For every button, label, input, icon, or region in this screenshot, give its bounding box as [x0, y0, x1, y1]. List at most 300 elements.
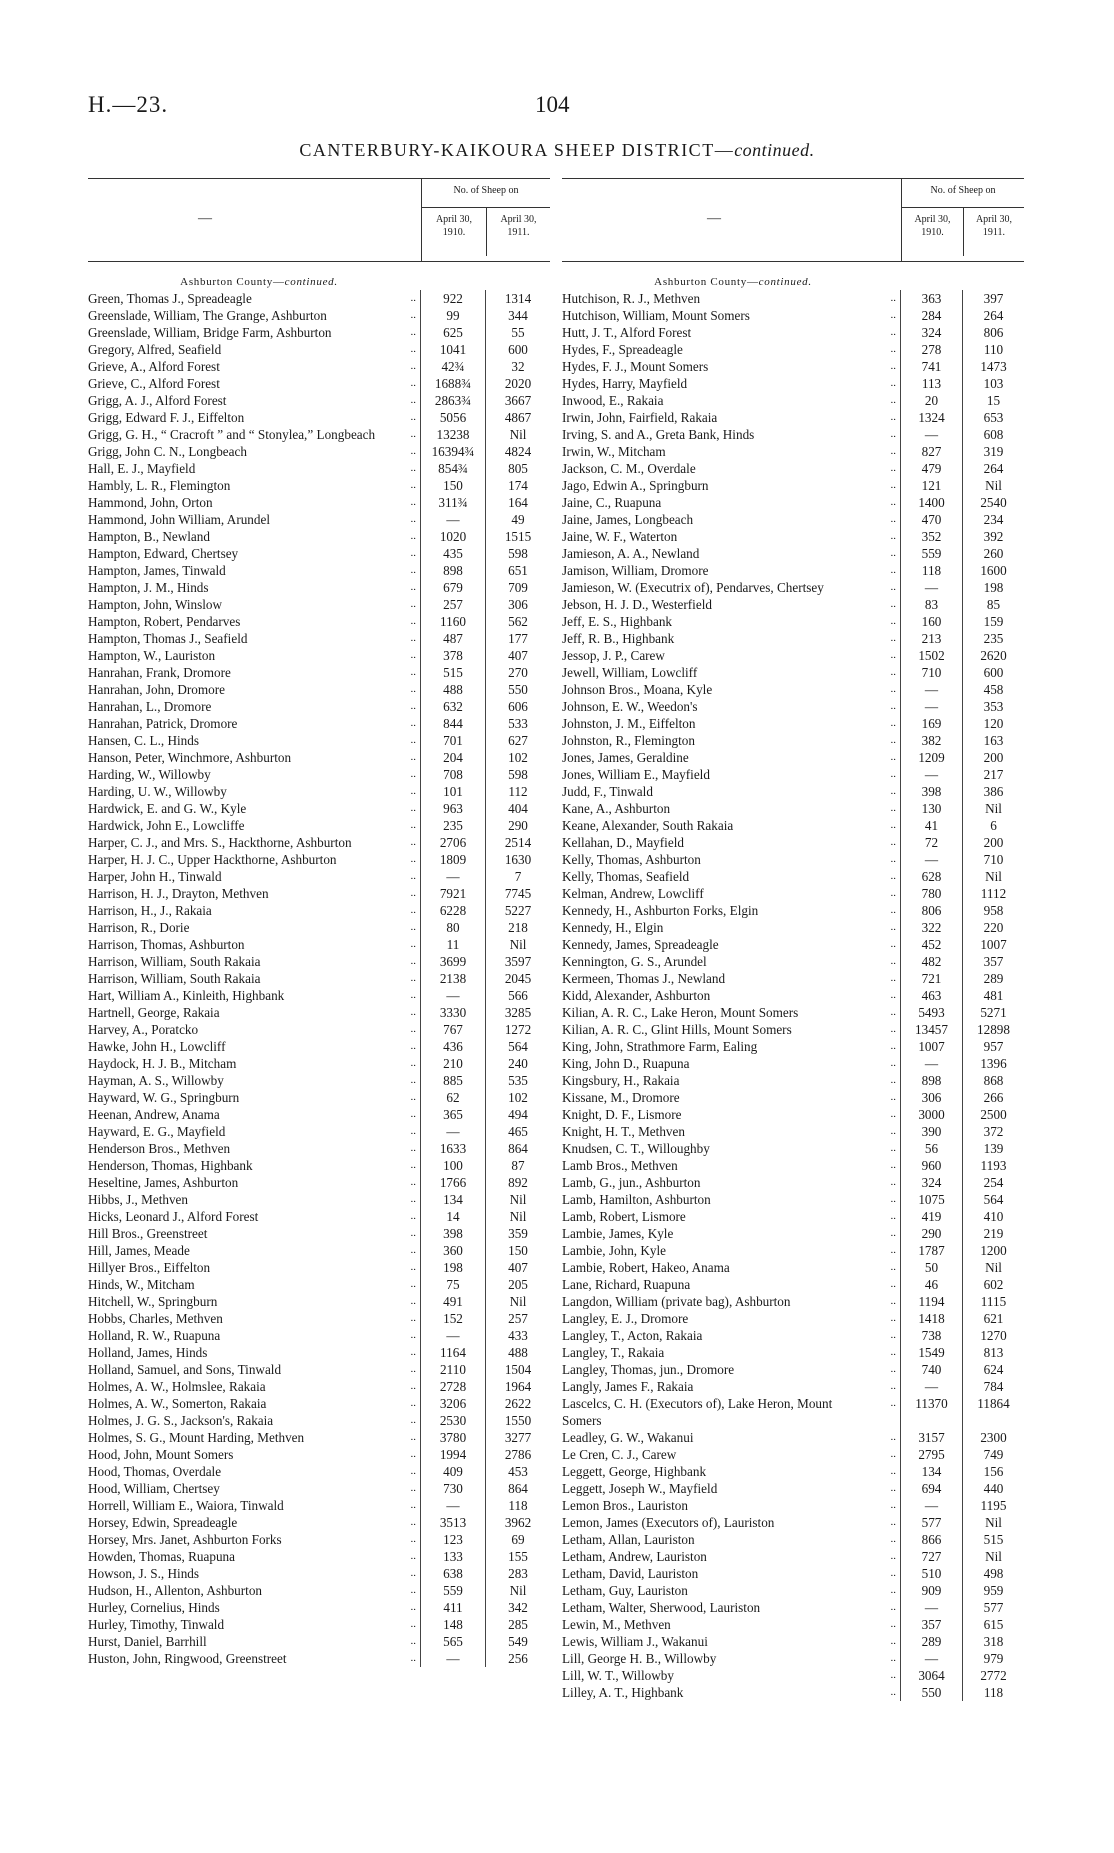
owner-name: Kane, A., Ashburton [562, 801, 671, 816]
table-row [562, 1616, 1024, 1633]
owner-name: Jaine, James, Longbeach [562, 512, 694, 527]
sheep-1911: 2045 [485, 970, 550, 987]
section-heading: Ashburton County—continued. [654, 276, 812, 288]
sheep-1911: 357 [962, 953, 1024, 970]
title-continued: continued. [734, 140, 815, 160]
leader-dots: .. [410, 326, 416, 338]
sheep-1911: 257 [485, 1310, 550, 1327]
table-row [88, 1123, 550, 1140]
leader-dots: .. [890, 1159, 896, 1171]
sheep-1910: 491 [420, 1293, 485, 1310]
sheep-1911: 163 [962, 732, 1024, 749]
sheep-1911: 159 [962, 613, 1024, 630]
table-row [562, 1038, 1024, 1055]
table-row [562, 664, 1024, 681]
owner-name: Letham, Andrew, Lauriston [562, 1549, 707, 1564]
table-row [562, 375, 1024, 392]
sheep-1911: 6 [962, 817, 1024, 834]
sheep-1911: Nil [962, 1548, 1024, 1565]
leader-dots: .. [410, 462, 416, 474]
table-row [562, 987, 1024, 1004]
sheep-1911: 533 [485, 715, 550, 732]
leader-dots: .. [890, 1363, 896, 1375]
table-row [562, 1106, 1024, 1123]
sheep-1911: 608 [962, 426, 1024, 443]
owner-name: Hardwick, John E., Lowcliffe [88, 818, 245, 833]
leader-dots: .. [410, 1482, 416, 1494]
table-row [88, 596, 550, 613]
leader-dots: .. [410, 1652, 416, 1664]
owner-name: Lemon Bros., Lauriston [562, 1498, 688, 1513]
owner-name: King, John D., Ruapuna [562, 1056, 690, 1071]
sheep-1911: 392 [962, 528, 1024, 545]
sheep-1910: 806 [900, 902, 962, 919]
table-row [88, 1276, 550, 1293]
table-row [88, 307, 550, 324]
table-row [562, 290, 1024, 307]
sheep-1911: 234 [962, 511, 1024, 528]
leader-dots: .. [890, 1499, 896, 1511]
owner-name: Haydock, H. J. B., Mitcham [88, 1056, 237, 1071]
table-row [88, 1531, 550, 1548]
sheep-1910: — [900, 1497, 962, 1514]
owner-name: Hawke, John H., Lowcliff [88, 1039, 226, 1054]
owner-name: Hitchell, W., Springburn [88, 1294, 218, 1309]
owner-name: Jaine, C., Ruapuna [562, 495, 662, 510]
sheep-1910: 62 [420, 1089, 485, 1106]
leader-dots: .. [890, 683, 896, 695]
sheep-1911: Nil [485, 936, 550, 953]
table-row [88, 426, 550, 443]
leader-dots: .. [410, 1448, 416, 1460]
sheep-1910: 679 [420, 579, 485, 596]
leader-dots: .. [410, 887, 416, 899]
table-row [88, 460, 550, 477]
leader-dots: .. [410, 1380, 416, 1392]
sheep-1910: 963 [420, 800, 485, 817]
leader-dots: .. [410, 598, 416, 610]
owner-name: Hurst, Daniel, Barrhill [88, 1634, 207, 1649]
leader-dots: .. [410, 1414, 416, 1426]
leader-dots: .. [410, 394, 416, 406]
sheep-1910: 2728 [420, 1378, 485, 1395]
leader-dots: .. [890, 1312, 896, 1324]
sheep-1911: 290 [485, 817, 550, 834]
table-row [562, 681, 1024, 698]
sheep-1910: 289 [900, 1633, 962, 1650]
table-row [88, 1480, 550, 1497]
sheep-1911: 1007 [962, 936, 1024, 953]
sheep-1911: 150 [485, 1242, 550, 1259]
table-row [562, 1310, 1024, 1327]
leader-dots: .. [890, 1482, 896, 1494]
owner-name: Kennedy, H., Elgin [562, 920, 664, 935]
owner-name: Hinds, W., Mitcham [88, 1277, 195, 1292]
sheep-1911: 615 [962, 1616, 1024, 1633]
table-row [88, 851, 550, 868]
sheep-1910: 357 [900, 1616, 962, 1633]
table-row [562, 970, 1024, 987]
sheep-1910: 133 [420, 1548, 485, 1565]
sheep-1911: 564 [962, 1191, 1024, 1208]
leader-dots: .. [890, 972, 896, 984]
table-row [88, 681, 550, 698]
leader-dots: .. [890, 1244, 896, 1256]
leader-dots: .. [410, 632, 416, 644]
owner-name: Horsey, Mrs. Janet, Ashburton Forks [88, 1532, 282, 1547]
leader-dots: .. [410, 1601, 416, 1613]
owner-name: Hood, William, Chertsey [88, 1481, 220, 1496]
sheep-1910: 363 [900, 290, 962, 307]
sheep-1910: 204 [420, 749, 485, 766]
table-row [88, 358, 550, 375]
sheep-1910: 198 [420, 1259, 485, 1276]
leader-dots: .. [410, 1567, 416, 1579]
table-row [88, 392, 550, 409]
sheep-1911: 564 [485, 1038, 550, 1055]
sheep-1911: 1112 [962, 885, 1024, 902]
table-row [562, 902, 1024, 919]
table-row [562, 1582, 1024, 1599]
sheep-1910: 99 [420, 307, 485, 324]
sheep-1911: 577 [962, 1599, 1024, 1616]
owner-name: Hood, John, Mount Somers [88, 1447, 234, 1462]
sheep-1911: Nil [962, 1514, 1024, 1531]
table-row [562, 1497, 1024, 1514]
leader-dots: .. [890, 1465, 896, 1477]
leader-dots: .. [890, 836, 896, 848]
owner-name: Greenslade, William, Bridge Farm, Ashburton [88, 325, 332, 340]
sheep-1911: 353 [962, 698, 1024, 715]
table-row [562, 443, 1024, 460]
leader-dots: .. [890, 1346, 896, 1358]
sheep-1911: 118 [962, 1684, 1024, 1701]
table-row [562, 766, 1024, 783]
leader-dots: .. [890, 479, 896, 491]
sheep-1910: — [420, 511, 485, 528]
sheep-1910: — [900, 1599, 962, 1616]
owner-name: Heenan, Andrew, Anama [88, 1107, 220, 1122]
sheep-1910: 482 [900, 953, 962, 970]
sheep-1911: 5271 [962, 1004, 1024, 1021]
table-row [88, 1174, 550, 1191]
owner-name: Jago, Edwin A., Springburn [562, 478, 709, 493]
leader-dots: .. [890, 1074, 896, 1086]
right-table-header [562, 178, 1024, 262]
owner-name: Henderson Bros., Methven [88, 1141, 231, 1156]
leader-dots: .. [410, 1040, 416, 1052]
sheep-1911: 621 [962, 1310, 1024, 1327]
sheep-1911: 1473 [962, 358, 1024, 375]
table-row [88, 1191, 550, 1208]
sheep-1911: 3667 [485, 392, 550, 409]
sheep-1911: 319 [962, 443, 1024, 460]
sheep-1911: 488 [485, 1344, 550, 1361]
leader-dots: .. [890, 870, 896, 882]
owner-name: Jamieson, W. (Executrix of), Pendarves, Chertsey [562, 580, 824, 595]
sheep-1911: 2772 [962, 1667, 1024, 1684]
year-1910-header: April 30, 1910. [914, 214, 951, 238]
sheep-1911: 344 [485, 307, 550, 324]
leader-dots: .. [410, 870, 416, 882]
owner-name: Holland, James, Hinds [88, 1345, 208, 1360]
leader-dots: .. [890, 1397, 896, 1409]
sheep-1911: Nil [962, 477, 1024, 494]
sheep-1910: 148 [420, 1616, 485, 1633]
sheep-1911: 440 [962, 1480, 1024, 1497]
table-row [88, 613, 550, 630]
table-row [88, 936, 550, 953]
table-row [562, 1480, 1024, 1497]
owner-name: Hanson, Peter, Winchmore, Ashburton [88, 750, 292, 765]
table-row [562, 1429, 1024, 1446]
leader-dots: .. [410, 564, 416, 576]
owner-name: Jamieson, A. A., Newland [562, 546, 700, 561]
owner-name: Hampton, J. M., Hinds [88, 580, 209, 595]
owner-name: Lambie, John, Kyle [562, 1243, 667, 1258]
sheep-1910: 5056 [420, 409, 485, 426]
leader-dots: .. [890, 394, 896, 406]
sheep-1910: 1994 [420, 1446, 485, 1463]
table-row [562, 1633, 1024, 1650]
sheep-1911: 264 [962, 307, 1024, 324]
table-row [88, 749, 550, 766]
leader-dots: .. [410, 479, 416, 491]
leader-dots: .. [410, 1125, 416, 1137]
sheep-1911: 118 [485, 1497, 550, 1514]
owner-name: Lill, George H. B., Willowby [562, 1651, 717, 1666]
sheep-1910: 311¾ [420, 494, 485, 511]
owner-name: Le Cren, C. J., Carew [562, 1447, 677, 1462]
owner-name: Leadley, G. W., Wakanui [562, 1430, 694, 1445]
leader-dots: .. [410, 768, 416, 780]
table-row [88, 1293, 550, 1310]
sheep-1911: 174 [485, 477, 550, 494]
sheep-1910: 152 [420, 1310, 485, 1327]
sheep-1910: — [900, 851, 962, 868]
sheep-1910: 1209 [900, 749, 962, 766]
leader-dots: .. [410, 377, 416, 389]
sheep-1910: 75 [420, 1276, 485, 1293]
owner-name: Letham, Allan, Lauriston [562, 1532, 695, 1547]
owner-name: Hansen, C. L., Hinds [88, 733, 199, 748]
sheep-1910: 382 [900, 732, 962, 749]
sheep-1911: 1504 [485, 1361, 550, 1378]
owner-name: Hammond, John, Orton [88, 495, 213, 510]
sheep-1910: 463 [900, 987, 962, 1004]
sheep-1910: 13238 [420, 426, 485, 443]
owner-name: Hartnell, George, Rakaia [88, 1005, 220, 1020]
table-row [562, 460, 1024, 477]
owner-name: Letham, Walter, Sherwood, Lauriston [562, 1600, 761, 1615]
owner-name: Lemon, James (Executors of), Lauriston [562, 1515, 775, 1530]
owner-name: Jewell, William, Lowcliff [562, 665, 698, 680]
owner-name: Hill Bros., Greenstreet [88, 1226, 208, 1241]
leader-dots: .. [890, 1533, 896, 1545]
sheep-1910: 1809 [420, 851, 485, 868]
sheep-1910: 2706 [420, 834, 485, 851]
year-1910-header: April 30, 1910. [435, 214, 473, 238]
sheep-1911: 433 [485, 1327, 550, 1344]
table-row [88, 783, 550, 800]
owner-name: Harrison, Thomas, Ashburton [88, 937, 245, 952]
sheep-1911: 515 [962, 1531, 1024, 1548]
sheep-1910: 1041 [420, 341, 485, 358]
table-row [88, 1242, 550, 1259]
sheep-1911: 410 [962, 1208, 1024, 1225]
sheep-1911: Nil [962, 800, 1024, 817]
table-row [88, 1310, 550, 1327]
owner-name: Grieve, C., Alford Forest [88, 376, 220, 391]
owner-name: Hutchison, R. J., Methven [562, 291, 701, 306]
sheep-1910: 72 [900, 834, 962, 851]
sheep-1910: 479 [900, 460, 962, 477]
table-row [562, 307, 1024, 324]
sheep-1910: 2138 [420, 970, 485, 987]
owner-name: Lascelcs, C. H. (Executors of), Lake Heron, Mount Somers [562, 1396, 833, 1428]
table-row [562, 1140, 1024, 1157]
owner-name: Hayward, W. G., Springburn [88, 1090, 240, 1105]
table-row [88, 477, 550, 494]
table-row [562, 613, 1024, 630]
table-row [562, 1395, 1024, 1429]
leader-dots: .. [890, 343, 896, 355]
sheep-1911: 235 [962, 630, 1024, 647]
owner-name: Hill, James, Meade [88, 1243, 190, 1258]
table-row [88, 1344, 550, 1361]
owner-name: Lambie, James, Kyle [562, 1226, 674, 1241]
owner-name: Green, Thomas J., Spreadeagle [88, 291, 252, 306]
table-row [562, 1446, 1024, 1463]
sheep-1910: — [420, 1650, 485, 1667]
sheep-1911: 177 [485, 630, 550, 647]
sheep-1910: 487 [420, 630, 485, 647]
owner-name: Lewis, William J., Wakanui [562, 1634, 708, 1649]
sheep-1911: 5227 [485, 902, 550, 919]
sheep-1911: 651 [485, 562, 550, 579]
leader-dots: .. [410, 1261, 416, 1273]
owner-name: Hampton, John, Winslow [88, 597, 223, 612]
owner-name: Langley, E. J., Dromore [562, 1311, 689, 1326]
sheep-1910: 3699 [420, 953, 485, 970]
table-row [88, 545, 550, 562]
sheep-1911: 87 [485, 1157, 550, 1174]
sheep-1910: 160 [900, 613, 962, 630]
leader-dots: .. [890, 887, 896, 899]
table-row [562, 851, 1024, 868]
sheep-1911: 562 [485, 613, 550, 630]
sheep-1910: 169 [900, 715, 962, 732]
owner-name: Leggett, Joseph W., Mayfield [562, 1481, 718, 1496]
leader-dots: .. [410, 1227, 416, 1239]
owner-name: Holmes, A. W., Somerton, Rakaia [88, 1396, 267, 1411]
sheep-1910: 885 [420, 1072, 485, 1089]
sheep-1911: 600 [962, 664, 1024, 681]
leader-dots: .. [890, 1584, 896, 1596]
leader-dots: .. [410, 921, 416, 933]
owner-name: Grigg, G. H., “ Cracroft ” and “ Stonylea,” Longbeach [88, 427, 376, 442]
owner-name: Langdon, William (private bag), Ashburton [562, 1294, 791, 1309]
sheep-1911: 624 [962, 1361, 1024, 1378]
sheep-1911: 465 [485, 1123, 550, 1140]
owner-name: Kidd, Alexander, Ashburton [562, 988, 711, 1003]
leader-dots: .. [890, 377, 896, 389]
sheep-1910: — [900, 681, 962, 698]
table-row [88, 1038, 550, 1055]
owner-name: Knight, H. T., Methven [562, 1124, 685, 1139]
owner-name: Kingsbury, H., Rakaia [562, 1073, 680, 1088]
leader-dots: .. [410, 1618, 416, 1630]
table-row [562, 1667, 1024, 1684]
sheep-1911: 198 [962, 579, 1024, 596]
sheep-1911: Nil [485, 1191, 550, 1208]
owner-name: Hutt, J. T., Alford Forest [562, 325, 692, 340]
sheep-1910: 1324 [900, 409, 962, 426]
sheep-1910: 322 [900, 919, 962, 936]
sheep-1911: 103 [962, 375, 1024, 392]
leader-dots: .. [410, 1295, 416, 1307]
sheep-1910: 83 [900, 596, 962, 613]
sheep-1910: 738 [900, 1327, 962, 1344]
sheep-1910: 2110 [420, 1361, 485, 1378]
page-identifier: H.—23. [88, 92, 169, 117]
sheep-1910: 710 [900, 664, 962, 681]
sheep-1911: 627 [485, 732, 550, 749]
leader-dots: .. [410, 411, 416, 423]
table-row [88, 1395, 550, 1412]
table-row [88, 579, 550, 596]
sheep-1911: 7745 [485, 885, 550, 902]
sheep-1911: 600 [485, 341, 550, 358]
sheep-1910: 559 [900, 545, 962, 562]
table-row [88, 290, 550, 307]
leader-dots: .. [410, 1244, 416, 1256]
table-row [562, 1684, 1024, 1701]
sheep-1910: 708 [420, 766, 485, 783]
sheep-1910: 436 [420, 1038, 485, 1055]
sheep-1911: 359 [485, 1225, 550, 1242]
sheep-1911: Nil [485, 1208, 550, 1225]
owner-name: Harrison, R., Dorie [88, 920, 190, 935]
sheep-1911: 110 [962, 341, 1024, 358]
owner-column-header: — [707, 211, 721, 226]
owner-name: Hampton, B., Newland [88, 529, 210, 544]
sheep-1910: 118 [900, 562, 962, 579]
sheep-1911: 1193 [962, 1157, 1024, 1174]
sheep-1911: 285 [485, 1616, 550, 1633]
leader-dots: .. [890, 445, 896, 457]
sheep-1911: 784 [962, 1378, 1024, 1395]
leader-dots: .. [890, 411, 896, 423]
sheep-1910: 80 [420, 919, 485, 936]
sheep-1911: 864 [485, 1140, 550, 1157]
sheep-1910: 42¾ [420, 358, 485, 375]
sheep-1910: 11370 [900, 1395, 962, 1429]
table-row [88, 885, 550, 902]
sheep-1910: 741 [900, 358, 962, 375]
sheep-1910: 515 [420, 664, 485, 681]
table-row [88, 1565, 550, 1582]
sheep-1910: 827 [900, 443, 962, 460]
sheep-1911: 15 [962, 392, 1024, 409]
sheep-1911: 868 [962, 1072, 1024, 1089]
sheep-1910: — [900, 1055, 962, 1072]
leader-dots: .. [410, 972, 416, 984]
table-row [88, 1378, 550, 1395]
table-row [88, 1225, 550, 1242]
sheep-1910: — [900, 766, 962, 783]
table-row [88, 1004, 550, 1021]
